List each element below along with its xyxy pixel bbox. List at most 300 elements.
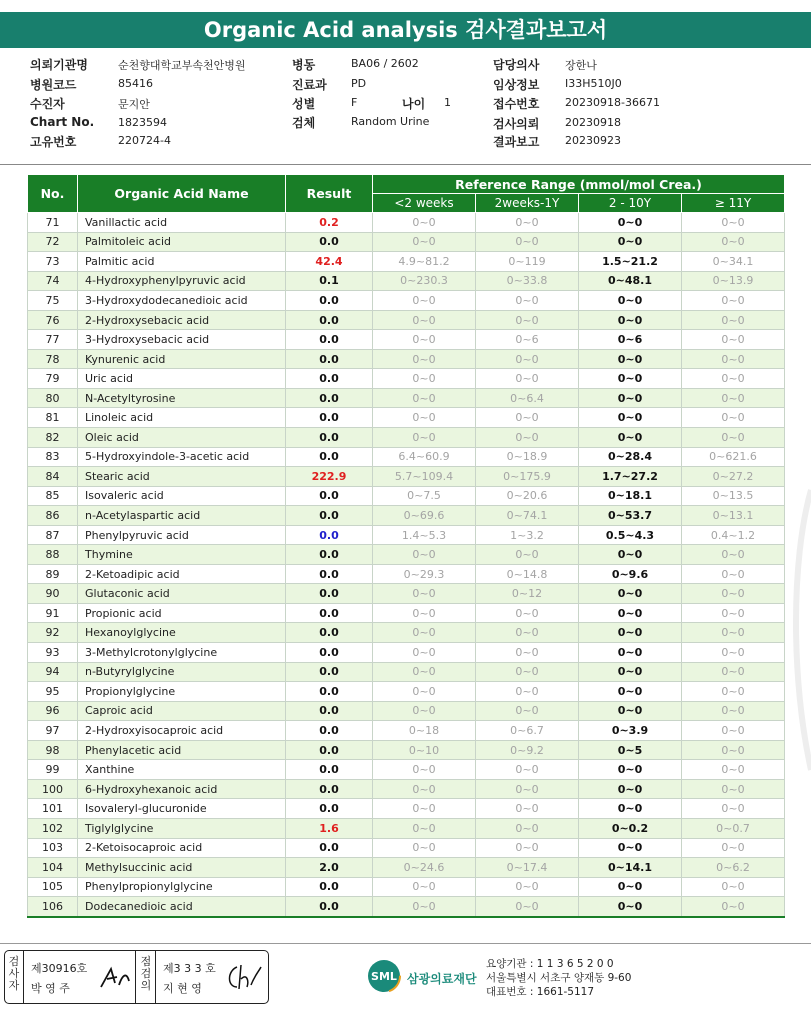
table-row bbox=[28, 897, 785, 917]
result-value: 0.0 bbox=[286, 428, 373, 448]
range-2weeks-1y: 0~0 bbox=[476, 701, 579, 721]
table-row bbox=[28, 545, 785, 565]
specimen-value: Random Urine bbox=[351, 115, 430, 128]
acid-name: Palmitic acid bbox=[78, 252, 286, 272]
range-under-2-weeks: 0~24.6 bbox=[373, 858, 476, 878]
range-2-10y: 0~0 bbox=[579, 701, 682, 721]
table-row bbox=[28, 506, 785, 526]
doctor-value: 장한나 bbox=[565, 59, 597, 72]
row-number: 73 bbox=[28, 252, 78, 272]
divider bbox=[0, 164, 811, 165]
acid-name: Vanillactic acid bbox=[78, 213, 286, 233]
range-2-10y: 0~0 bbox=[579, 388, 682, 408]
result-value: 0.0 bbox=[286, 330, 373, 350]
table-row bbox=[28, 525, 785, 545]
range-2weeks-1y: 0~0 bbox=[476, 897, 579, 917]
range-2-10y: 0~53.7 bbox=[579, 506, 682, 526]
row-number: 99 bbox=[28, 760, 78, 780]
result-value: 0.0 bbox=[286, 564, 373, 584]
row-number: 89 bbox=[28, 564, 78, 584]
table-row bbox=[28, 369, 785, 389]
range-2weeks-1y: 0~6.7 bbox=[476, 721, 579, 741]
results-table bbox=[27, 174, 785, 918]
range-2-10y: 0~0 bbox=[579, 760, 682, 780]
range-2-10y: 0~3.9 bbox=[579, 721, 682, 741]
range-2weeks-1y: 0~9.2 bbox=[476, 740, 579, 760]
table-row bbox=[28, 858, 785, 878]
row-number: 79 bbox=[28, 369, 78, 389]
acid-name: Uric acid bbox=[78, 369, 286, 389]
table-row bbox=[28, 838, 785, 858]
result-value: 0.0 bbox=[286, 799, 373, 819]
range-under-2-weeks: 0~0 bbox=[373, 388, 476, 408]
tester-signature-icon bbox=[97, 963, 133, 993]
result-value: 0.0 bbox=[286, 877, 373, 897]
range-2-10y: 0~0 bbox=[579, 428, 682, 448]
range-2weeks-1y: 0~0 bbox=[476, 545, 579, 565]
range-2weeks-1y: 0~0 bbox=[476, 838, 579, 858]
row-number: 72 bbox=[28, 232, 78, 252]
row-number: 75 bbox=[28, 291, 78, 311]
acid-name: Phenylpropionylglycine bbox=[78, 877, 286, 897]
range-under-2-weeks: 0~0 bbox=[373, 701, 476, 721]
range-under-2-weeks: 0~0 bbox=[373, 662, 476, 682]
range-11y-plus: 0~0 bbox=[682, 330, 785, 350]
chart-label: Chart No. bbox=[30, 115, 95, 129]
range-2weeks-1y: 0~33.8 bbox=[476, 271, 579, 291]
table-row bbox=[28, 330, 785, 350]
table-row bbox=[28, 447, 785, 467]
range-11y-plus: 0~6.2 bbox=[682, 858, 785, 878]
range-11y-plus: 0~0 bbox=[682, 603, 785, 623]
range-11y-plus: 0~0 bbox=[682, 369, 785, 389]
table-row bbox=[28, 721, 785, 741]
table-row bbox=[28, 662, 785, 682]
range-under-2-weeks: 0~69.6 bbox=[373, 506, 476, 526]
acid-name: Xanthine bbox=[78, 760, 286, 780]
range-2weeks-1y: 0~0 bbox=[476, 428, 579, 448]
table-row bbox=[28, 740, 785, 760]
result-value: 0.0 bbox=[286, 682, 373, 702]
row-number: 104 bbox=[28, 858, 78, 878]
range-2weeks-1y: 0~0 bbox=[476, 779, 579, 799]
range-2weeks-1y: 0~20.6 bbox=[476, 486, 579, 506]
table-row bbox=[28, 213, 785, 233]
clinical-label: 임상정보 bbox=[493, 78, 540, 92]
result-value: 0.0 bbox=[286, 643, 373, 663]
range-11y-plus: 0~0 bbox=[682, 349, 785, 369]
result-value: 0.0 bbox=[286, 506, 373, 526]
table-row bbox=[28, 799, 785, 819]
institution-label: 의뢰기관명 bbox=[30, 58, 88, 72]
range-under-2-weeks: 0~0 bbox=[373, 408, 476, 428]
range-11y-plus: 0~0 bbox=[682, 232, 785, 252]
range-11y-plus: 0~0 bbox=[682, 877, 785, 897]
row-number: 80 bbox=[28, 388, 78, 408]
range-11y-plus: 0~34.1 bbox=[682, 252, 785, 272]
range-under-2-weeks: 0~29.3 bbox=[373, 564, 476, 584]
request-label: 검사의뢰 bbox=[493, 117, 540, 131]
range-under-2-weeks: 6.4~60.9 bbox=[373, 447, 476, 467]
signature-box bbox=[4, 950, 269, 1004]
range-2-10y: 0~5 bbox=[579, 740, 682, 760]
row-number: 93 bbox=[28, 643, 78, 663]
range-2-10y: 0~0 bbox=[579, 603, 682, 623]
range-under-2-weeks: 0~18 bbox=[373, 721, 476, 741]
range-2weeks-1y: 0~0 bbox=[476, 349, 579, 369]
result-value: 0.0 bbox=[286, 545, 373, 565]
table-row bbox=[28, 310, 785, 330]
age-label: 나이 bbox=[402, 97, 426, 111]
table-row bbox=[28, 779, 785, 799]
range-2weeks-1y: 0~0 bbox=[476, 291, 579, 311]
dept-value: PD bbox=[351, 77, 367, 90]
range-11y-plus: 0~0 bbox=[682, 545, 785, 565]
row-number: 74 bbox=[28, 271, 78, 291]
row-number: 71 bbox=[28, 213, 78, 233]
table-row bbox=[28, 623, 785, 643]
range-2-10y: 0.5~4.3 bbox=[579, 525, 682, 545]
range-under-2-weeks: 0~0 bbox=[373, 232, 476, 252]
row-number: 85 bbox=[28, 486, 78, 506]
row-number: 77 bbox=[28, 330, 78, 350]
row-number: 83 bbox=[28, 447, 78, 467]
report-title: Organic Acid analysis 검사결과보고서 bbox=[0, 12, 811, 48]
range-under-2-weeks: 0~0 bbox=[373, 897, 476, 917]
checker-signature-icon bbox=[223, 961, 263, 993]
organization-name: 삼광의료재단 bbox=[407, 972, 477, 986]
table-row bbox=[28, 252, 785, 272]
table-row bbox=[28, 486, 785, 506]
row-number: 76 bbox=[28, 310, 78, 330]
ward-value: BA06 / 2602 bbox=[351, 57, 419, 70]
institution-code: 요양기관 : 1 1 3 6 5 2 0 0 bbox=[486, 958, 614, 970]
row-number: 92 bbox=[28, 623, 78, 643]
result-value: 0.0 bbox=[286, 779, 373, 799]
logo-text: SML bbox=[371, 970, 397, 983]
range-2-10y: 0~0 bbox=[579, 623, 682, 643]
acid-name: Glutaconic acid bbox=[78, 584, 286, 604]
header-range-11y-plus: ≥ 11Y bbox=[682, 194, 785, 213]
row-number: 101 bbox=[28, 799, 78, 819]
acid-name: 2-Hydroxysebacic acid bbox=[78, 310, 286, 330]
acid-name: Isovaleryl-glucuronide bbox=[78, 799, 286, 819]
range-2-10y: 0~0 bbox=[579, 897, 682, 917]
result-value: 0.0 bbox=[286, 232, 373, 252]
table-row bbox=[28, 643, 785, 663]
table-row bbox=[28, 760, 785, 780]
range-11y-plus: 0~0 bbox=[682, 721, 785, 741]
acid-name: 2-Hydroxyisocaproic acid bbox=[78, 721, 286, 741]
unique-label: 고유번호 bbox=[30, 135, 77, 149]
acid-name: Hexanoylglycine bbox=[78, 623, 286, 643]
range-11y-plus: 0~0 bbox=[682, 388, 785, 408]
range-11y-plus: 0~0 bbox=[682, 564, 785, 584]
result-value: 2.0 bbox=[286, 858, 373, 878]
row-number: 96 bbox=[28, 701, 78, 721]
table-row bbox=[28, 584, 785, 604]
range-2-10y: 0~0 bbox=[579, 682, 682, 702]
ward-label: 병동 bbox=[292, 58, 316, 72]
doctor-label: 담당의사 bbox=[493, 58, 540, 72]
result-value: 0.0 bbox=[286, 838, 373, 858]
acid-name: Propionylglycine bbox=[78, 682, 286, 702]
range-2weeks-1y: 0~0 bbox=[476, 818, 579, 838]
acid-name: 6-Hydroxyhexanoic acid bbox=[78, 779, 286, 799]
request-value: 20230918 bbox=[565, 116, 621, 129]
range-under-2-weeks: 0~0 bbox=[373, 760, 476, 780]
specimen-label: 검체 bbox=[292, 116, 316, 130]
patient-info bbox=[0, 52, 811, 152]
row-number: 78 bbox=[28, 349, 78, 369]
table-row bbox=[28, 603, 785, 623]
range-2-10y: 0~0 bbox=[579, 349, 682, 369]
result-value: 0.0 bbox=[286, 740, 373, 760]
hospital-code-value: 85416 bbox=[118, 77, 153, 90]
result-value: 0.0 bbox=[286, 388, 373, 408]
report-value: 20230923 bbox=[565, 134, 621, 147]
range-under-2-weeks: 0~0 bbox=[373, 369, 476, 389]
range-2weeks-1y: 0~0 bbox=[476, 603, 579, 623]
range-under-2-weeks: 0~0 bbox=[373, 838, 476, 858]
range-2-10y: 1.5~21.2 bbox=[579, 252, 682, 272]
range-under-2-weeks: 0~0 bbox=[373, 349, 476, 369]
range-under-2-weeks: 0~0 bbox=[373, 799, 476, 819]
range-11y-plus: 0~0 bbox=[682, 779, 785, 799]
range-2weeks-1y: 0~14.8 bbox=[476, 564, 579, 584]
table-row bbox=[28, 682, 785, 702]
row-number: 94 bbox=[28, 662, 78, 682]
range-2weeks-1y: 0~6.4 bbox=[476, 388, 579, 408]
range-under-2-weeks: 0~0 bbox=[373, 818, 476, 838]
result-value: 0.0 bbox=[286, 623, 373, 643]
range-2weeks-1y: 0~74.1 bbox=[476, 506, 579, 526]
range-2weeks-1y: 0~175.9 bbox=[476, 467, 579, 487]
sml-logo-icon bbox=[366, 958, 402, 994]
range-2-10y: 0~0 bbox=[579, 877, 682, 897]
acid-name: 4-Hydroxyphenylpyruvic acid bbox=[78, 271, 286, 291]
acid-name: n-Butyrylglycine bbox=[78, 662, 286, 682]
range-11y-plus: 0~0 bbox=[682, 643, 785, 663]
result-value: 0.1 bbox=[286, 271, 373, 291]
table-row bbox=[28, 877, 785, 897]
header-range-2-10y: 2 - 10Y bbox=[579, 194, 682, 213]
acid-name: 3-Hydroxysebacic acid bbox=[78, 330, 286, 350]
acid-name: Kynurenic acid bbox=[78, 349, 286, 369]
range-11y-plus: 0~13.9 bbox=[682, 271, 785, 291]
range-under-2-weeks: 0~0 bbox=[373, 603, 476, 623]
table-row bbox=[28, 271, 785, 291]
range-2weeks-1y: 0~17.4 bbox=[476, 858, 579, 878]
row-number: 100 bbox=[28, 779, 78, 799]
range-2weeks-1y: 0~0 bbox=[476, 369, 579, 389]
checker-number: 제3 3 3 호 bbox=[163, 962, 216, 975]
result-value: 0.0 bbox=[286, 760, 373, 780]
acid-name: 5-Hydroxyindole-3-acetic acid bbox=[78, 447, 286, 467]
range-11y-plus: 0~13.5 bbox=[682, 486, 785, 506]
range-2weeks-1y: 0~0 bbox=[476, 662, 579, 682]
acid-name: Propionic acid bbox=[78, 603, 286, 623]
result-value: 0.0 bbox=[286, 447, 373, 467]
range-2-10y: 0~0 bbox=[579, 310, 682, 330]
row-number: 91 bbox=[28, 603, 78, 623]
range-2weeks-1y: 0~0 bbox=[476, 408, 579, 428]
range-2weeks-1y: 0~0 bbox=[476, 760, 579, 780]
row-number: 90 bbox=[28, 584, 78, 604]
patient-value: 문지안 bbox=[118, 98, 150, 111]
sex-label: 성별 bbox=[292, 97, 316, 111]
range-11y-plus: 0~0 bbox=[682, 701, 785, 721]
range-2-10y: 0~0 bbox=[579, 662, 682, 682]
result-value: 0.0 bbox=[286, 584, 373, 604]
acid-name: Caproic acid bbox=[78, 701, 286, 721]
row-number: 106 bbox=[28, 897, 78, 917]
result-value: 0.0 bbox=[286, 310, 373, 330]
acid-name: 2-Ketoisocaproic acid bbox=[78, 838, 286, 858]
range-2weeks-1y: 1~3.2 bbox=[476, 525, 579, 545]
table-row bbox=[28, 388, 785, 408]
range-2-10y: 0~9.6 bbox=[579, 564, 682, 584]
tester-number: 제30916호 bbox=[31, 962, 88, 975]
range-2-10y: 0~0 bbox=[579, 408, 682, 428]
range-11y-plus: 0~0 bbox=[682, 291, 785, 311]
range-11y-plus: 0~0 bbox=[682, 682, 785, 702]
range-11y-plus: 0~27.2 bbox=[682, 467, 785, 487]
clinical-value: I33H510J0 bbox=[565, 77, 622, 90]
range-2-10y: 0~0 bbox=[579, 584, 682, 604]
row-number: 84 bbox=[28, 467, 78, 487]
table-row bbox=[28, 428, 785, 448]
result-value: 0.0 bbox=[286, 701, 373, 721]
range-2-10y: 0~48.1 bbox=[579, 271, 682, 291]
range-11y-plus: 0~0 bbox=[682, 584, 785, 604]
range-11y-plus: 0~13.1 bbox=[682, 506, 785, 526]
range-under-2-weeks: 4.9~81.2 bbox=[373, 252, 476, 272]
range-11y-plus: 0~621.6 bbox=[682, 447, 785, 467]
range-under-2-weeks: 0~0 bbox=[373, 779, 476, 799]
range-under-2-weeks: 0~0 bbox=[373, 213, 476, 233]
range-under-2-weeks: 0~0 bbox=[373, 877, 476, 897]
range-under-2-weeks: 0~0 bbox=[373, 643, 476, 663]
acid-name: N-Acetyltyrosine bbox=[78, 388, 286, 408]
acid-name: Phenylacetic acid bbox=[78, 740, 286, 760]
range-2weeks-1y: 0~6 bbox=[476, 330, 579, 350]
acid-name: Stearic acid bbox=[78, 467, 286, 487]
range-under-2-weeks: 0~0 bbox=[373, 291, 476, 311]
range-11y-plus: 0~0.7 bbox=[682, 818, 785, 838]
range-2-10y: 0~0 bbox=[579, 779, 682, 799]
acid-name: Isovaleric acid bbox=[78, 486, 286, 506]
table-row bbox=[28, 291, 785, 311]
range-11y-plus: 0~0 bbox=[682, 310, 785, 330]
result-value: 0.0 bbox=[286, 408, 373, 428]
result-value: 0.0 bbox=[286, 349, 373, 369]
range-11y-plus: 0~0 bbox=[682, 428, 785, 448]
range-under-2-weeks: 5.7~109.4 bbox=[373, 467, 476, 487]
range-2-10y: 0~6 bbox=[579, 330, 682, 350]
range-under-2-weeks: 1.4~5.3 bbox=[373, 525, 476, 545]
range-11y-plus: 0~0 bbox=[682, 799, 785, 819]
range-2weeks-1y: 0~119 bbox=[476, 252, 579, 272]
row-number: 86 bbox=[28, 506, 78, 526]
table-row bbox=[28, 349, 785, 369]
acid-name: 3-Methylcrotonylglycine bbox=[78, 643, 286, 663]
background-watermark bbox=[781, 480, 811, 780]
result-value: 0.0 bbox=[286, 662, 373, 682]
footer-divider bbox=[0, 943, 811, 944]
range-2-10y: 0~0 bbox=[579, 213, 682, 233]
range-2weeks-1y: 0~0 bbox=[476, 682, 579, 702]
range-under-2-weeks: 0~0 bbox=[373, 623, 476, 643]
report-label: 결과보고 bbox=[493, 135, 540, 149]
range-2-10y: 0~0 bbox=[579, 838, 682, 858]
checker-label: 점검의 bbox=[140, 955, 152, 992]
range-11y-plus: 0~0 bbox=[682, 897, 785, 917]
range-11y-plus: 0~0 bbox=[682, 623, 785, 643]
result-value: 0.0 bbox=[286, 486, 373, 506]
range-11y-plus: 0.4~1.2 bbox=[682, 525, 785, 545]
range-under-2-weeks: 0~0 bbox=[373, 310, 476, 330]
range-under-2-weeks: 0~7.5 bbox=[373, 486, 476, 506]
chart-value: 1823594 bbox=[118, 116, 167, 129]
sex-value: F bbox=[351, 96, 358, 109]
range-2-10y: 0~0 bbox=[579, 799, 682, 819]
range-under-2-weeks: 0~0 bbox=[373, 330, 476, 350]
range-11y-plus: 0~0 bbox=[682, 213, 785, 233]
tester-label: 검사자 bbox=[8, 955, 20, 992]
range-2weeks-1y: 0~0 bbox=[476, 623, 579, 643]
range-11y-plus: 0~0 bbox=[682, 408, 785, 428]
header-name: Organic Acid Name bbox=[78, 175, 286, 213]
result-value: 0.0 bbox=[286, 525, 373, 545]
checker-name: 지 현 영 bbox=[163, 982, 202, 995]
range-under-2-weeks: 0~0 bbox=[373, 428, 476, 448]
acid-name: Palmitoleic acid bbox=[78, 232, 286, 252]
range-2-10y: 1.7~27.2 bbox=[579, 467, 682, 487]
range-11y-plus: 0~0 bbox=[682, 740, 785, 760]
result-value: 0.0 bbox=[286, 369, 373, 389]
range-2-10y: 0~0.2 bbox=[579, 818, 682, 838]
row-number: 97 bbox=[28, 721, 78, 741]
header-range-2weeks-1y: 2weeks-1Y bbox=[476, 194, 579, 213]
hospital-code-label: 병원코드 bbox=[30, 78, 77, 92]
dept-label: 진료과 bbox=[292, 78, 327, 92]
table-row bbox=[28, 232, 785, 252]
patient-label: 수진자 bbox=[30, 97, 65, 111]
acid-name: Oleic acid bbox=[78, 428, 286, 448]
result-value: 0.0 bbox=[286, 291, 373, 311]
institution-phone: 대표번호 : 1661-5117 bbox=[486, 986, 595, 998]
acid-name: Phenylpyruvic acid bbox=[78, 525, 286, 545]
header-no: No. bbox=[28, 175, 78, 213]
range-2weeks-1y: 0~0 bbox=[476, 213, 579, 233]
acid-name: Thymine bbox=[78, 545, 286, 565]
acid-name: Tiglylglycine bbox=[78, 818, 286, 838]
header-range-under-2-weeks: <2 weeks bbox=[373, 194, 476, 213]
receipt-value: 20230918-36671 bbox=[565, 96, 660, 109]
range-2-10y: 0~0 bbox=[579, 369, 682, 389]
row-number: 81 bbox=[28, 408, 78, 428]
range-2-10y: 0~18.1 bbox=[579, 486, 682, 506]
result-value: 0.0 bbox=[286, 721, 373, 741]
range-2weeks-1y: 0~0 bbox=[476, 232, 579, 252]
range-11y-plus: 0~0 bbox=[682, 662, 785, 682]
range-2-10y: 0~0 bbox=[579, 643, 682, 663]
row-number: 87 bbox=[28, 525, 78, 545]
acid-name: Dodecanedioic acid bbox=[78, 897, 286, 917]
table-row bbox=[28, 564, 785, 584]
result-value: 1.6 bbox=[286, 818, 373, 838]
